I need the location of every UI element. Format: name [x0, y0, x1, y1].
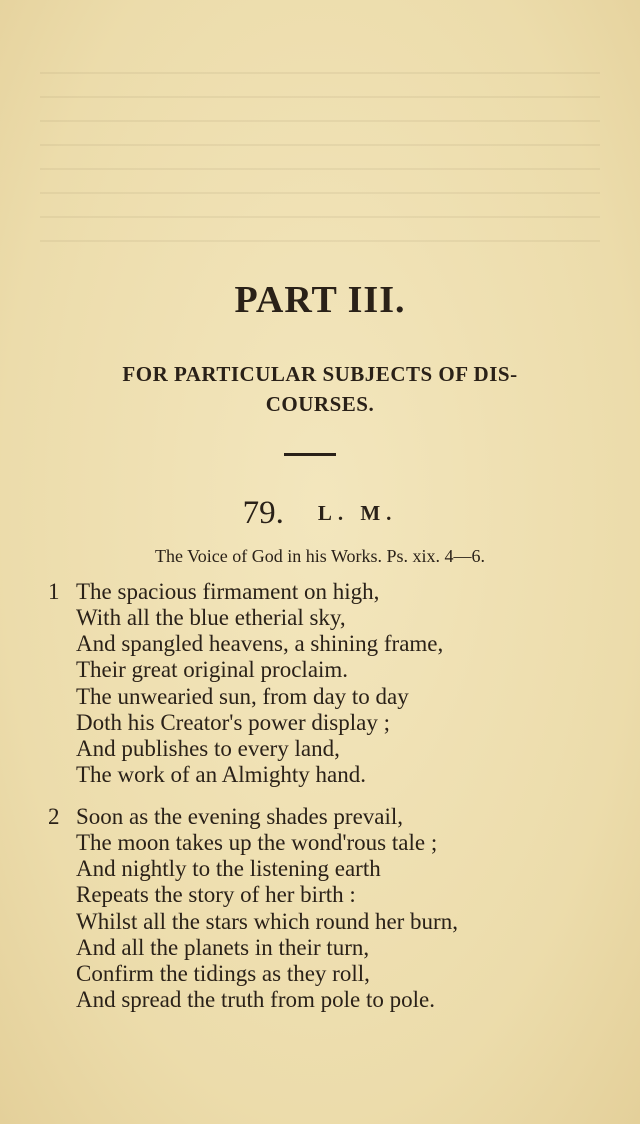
stanza-number: 2	[48, 804, 60, 829]
verse-line: The spacious firmament on high,	[76, 579, 380, 604]
section-subtitle-line-2: COURSES.	[265, 392, 375, 416]
verse-line: Confirm the tidings as they roll,	[76, 961, 370, 986]
hymn-number: 79.	[242, 495, 284, 531]
bleed-through-text	[40, 50, 600, 250]
part-title: PART III.	[234, 279, 406, 321]
divider-rule	[284, 453, 336, 456]
verse-line: And spread the truth from pole to pole.	[76, 987, 435, 1012]
verse-line: The unwearied sun, from day to day	[76, 684, 409, 709]
section-subtitle-line-1: FOR PARTICULAR SUBJECTS OF DIS-	[122, 362, 518, 386]
verse-line: Doth his Creator's power display ;	[76, 710, 390, 735]
verse-line: With all the blue etherial sky,	[76, 605, 346, 630]
hymn-caption: The Voice of God in his Works. Ps. xix. 4—6.	[154, 546, 486, 566]
verse-line: And spangled heavens, a shining frame,	[76, 631, 444, 656]
verse-line: Repeats the story of her birth :	[76, 882, 356, 907]
hymn-heading	[0, 495, 640, 532]
verse-line: And all the planets in their turn,	[76, 935, 370, 960]
hymn-meter: L. M.	[317, 501, 398, 525]
verse-line: Soon as the evening shades prevail,	[76, 804, 404, 829]
verse-line: The moon takes up the wond'rous tale ;	[76, 830, 438, 855]
verse-line: And publishes to every land,	[76, 736, 340, 761]
verse-line: The work of an Almighty hand.	[76, 762, 367, 787]
verse-line: Whilst all the stars which round her burn,	[76, 909, 458, 934]
stanza-number: 1	[48, 579, 60, 604]
verse-line: And nightly to the listening earth	[76, 856, 381, 881]
verse-line: Their great original proclaim.	[76, 657, 349, 682]
